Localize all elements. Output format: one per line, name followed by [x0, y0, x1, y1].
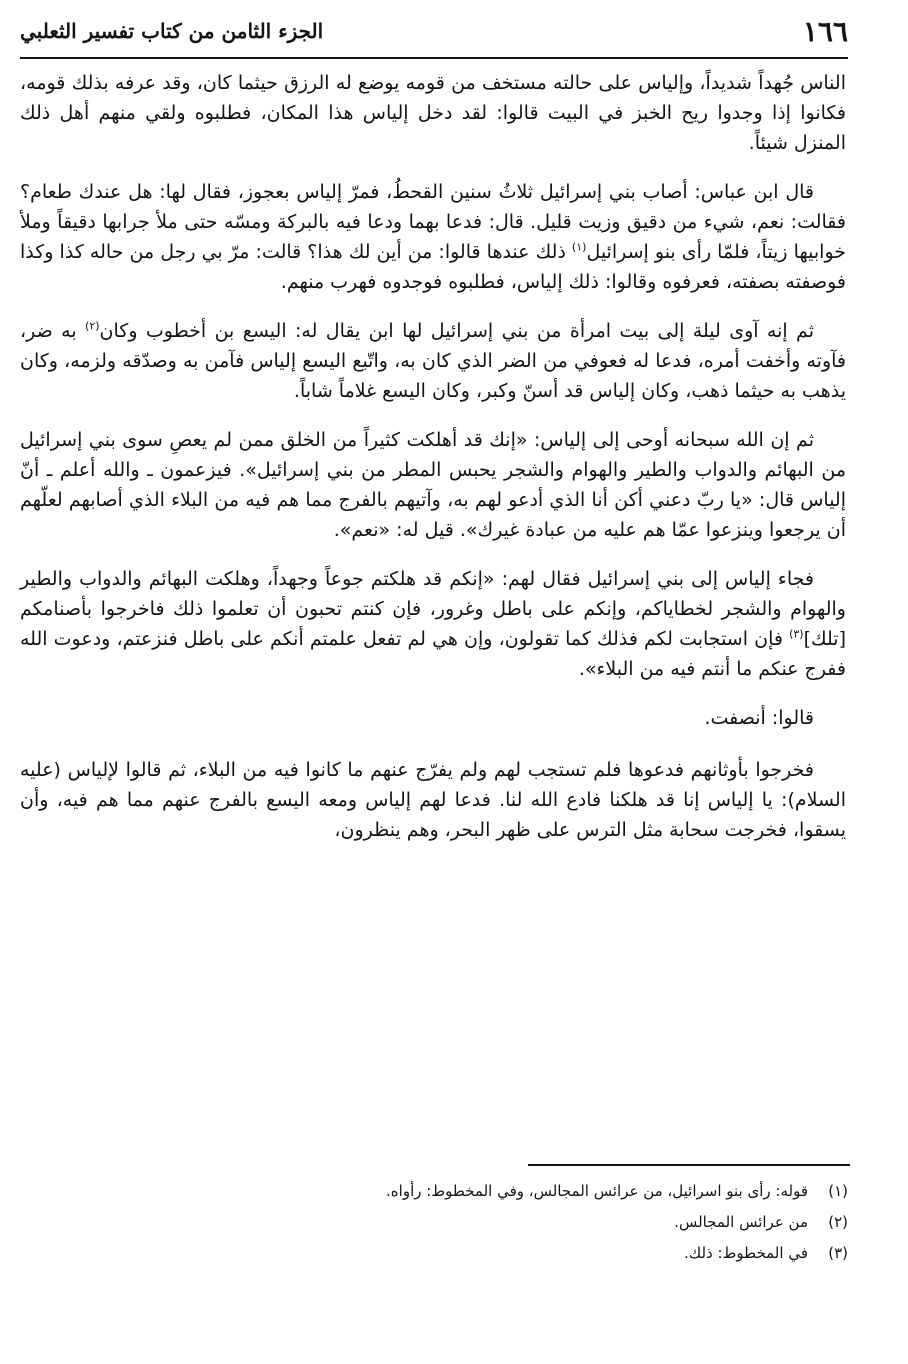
footnote-number: (١) [828, 1182, 848, 1200]
paragraph: قالوا: أنصفت. [704, 707, 814, 729]
footnote [20, 1207, 848, 1238]
paragraph [20, 316, 846, 406]
paragraph-text: ذلك عندها قالوا: من أين لك هذا؟ قالت: مرّ بي رجل من حاله كذا وكذا فوصفته بصفته، فعرفوه وقالوا: ذلك إلياس، فطلبوه فوجدوه فهرب منهم. [20, 241, 846, 293]
header-rule [20, 57, 848, 59]
footnotes [20, 1176, 848, 1269]
page-number: ١٦٦ [802, 14, 848, 48]
paragraph: الناس جُهداً شديداً، وإلياس على حالته مستخف من قومه يوضع له الرزق حيثما كان، وقد عرفه بذلك قومه، فكانوا إذا وجدوا ريح الخبز في البيت قالوا: لقد دخل إلياس هذا المكان، فطلبوه ولقي منهم أهل ذلك المنزل شيئاً. [20, 72, 846, 154]
paragraph [20, 564, 846, 684]
body-text [20, 68, 846, 864]
paragraph-text: به ضر، فآوته وأخفت أمره، فدعا له فعوفي من الضر الذي كان به، واتّبع اليسع إلياس فآمن به وصدّقه ولزمه، وكان يذهب به حيثما ذهب، وكان إلياس قد أسنّ وكبر، وكان اليسع غلاماً شاباً. [20, 320, 846, 402]
paragraph-text: فإن استجابت لكم فذلك كما تقولون، وإن هي لم تفعل علمتم أنكم على باطل فنزعتم، ودعوت الله ففرج عنكم ما أنتم فيه من البلاء». [20, 628, 846, 680]
footnote-text: من عرائس المجالس. [674, 1213, 808, 1231]
paragraph: ثم إن الله سبحانه أوحى إلى إلياس: «إنك قد أهلكت كثيراً من الخلق ممن لم يعصِ سوى بني إسرائيل من البهائم والدواب والطير والهوام والشجر يحبس المطر من بني إسرائيل». فيزعمون ـ والله أعلم ـ أنّ إلياس قال: «يا ربّ دعني أكن أنا الذي أدعو لهم به، وآتيهم بالفرج مما هم فيه من البلاء الذي أصابهم لعلّهم أن يرجعوا وينزعوا عمّا هم عليه من عبادة غيرك». قيل له: «نعم». [20, 429, 846, 541]
footnote-reference: (١) [571, 240, 587, 254]
footnote-separator [528, 1164, 850, 1166]
footnote-number: (٢) [828, 1213, 848, 1231]
footnote-number: (٣) [828, 1244, 848, 1262]
paragraph [20, 177, 846, 297]
running-head [20, 8, 848, 54]
footnote [20, 1238, 848, 1269]
paragraph: فخرجوا بأوثانهم فدعوها فلم تستجب لهم ولم يفرّج عنهم ما كانوا فيه من البلاء، ثم قالوا لإلياس (عليه السلام): يا إلياس إنا قد هلكنا فادع الله لنا. فدعا لهم إلياس ومعه اليسع بالفرج عنهم مما هم فيه، وأن يسقوا، فخرجت سحابة مثل الترس على ظهر البحر، وهم ينظرون، [20, 759, 846, 841]
footnote-reference: (٣) [789, 627, 804, 641]
footnote [20, 1176, 848, 1207]
footnote-text: في المخطوط: ذلك. [684, 1244, 808, 1262]
paragraph-text: فجاء إلياس إلى بني إسرائيل فقال لهم: «إنكم قد هلكتم جوعاً وجهداً، وهلكت البهائم والدواب والطير والهوام والشجر لخطاياكم، وإنكم على باطل وغرور، فإن كنتم تحبون أن تعلموا ذلك فاخرجوا بأصنامكم [تلك] [20, 568, 846, 650]
paragraph-text: قال ابن عباس: أصاب بني إسرائيل ثلاثُ سنين القحطُ، فمرّ إلياس بعجوز، فقال لها: هل عندك طعام؟ فقالت: نعم، شيء من دقيق وزيت قليل. قال: فدعا بهما ودعا فيه بالبركة ومسّه حتى ملأ جرابها دقيقاً وملأ خوابيها زيتاً، فلمّا رأى بنو إسرائيل [20, 181, 847, 263]
footnote-reference: (٢) [85, 319, 100, 333]
footnote-text: قوله: رأى بنو اسرائيل، من عرائس المجالس، وفي المخطوط: رأواه. [386, 1182, 808, 1200]
running-head-title: الجزء الثامن من كتاب تفسير الثعلبي [20, 19, 324, 43]
paragraph-text: ثم إنه آوى ليلة إلى بيت امرأة من بني إسرائيل لها ابن يقال له: اليسع بن أخطوب وكان [99, 320, 814, 342]
